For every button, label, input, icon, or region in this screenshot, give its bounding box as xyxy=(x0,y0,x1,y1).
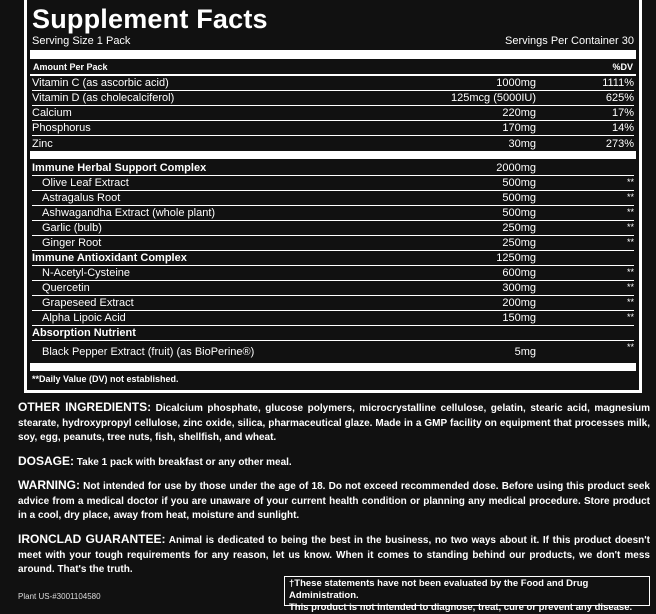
ingredient-amount: 1000mg xyxy=(496,77,536,89)
header-dv: %DV xyxy=(612,62,633,72)
table-row xyxy=(32,106,634,121)
table-row xyxy=(32,296,634,311)
complex-name: Absorption Nutrient xyxy=(32,327,136,339)
disclaimer-line-2: This product is not intended to diagnose, treat, cure or prevent any disease. xyxy=(289,602,633,613)
ingredient-dv: 273% xyxy=(605,137,634,150)
ingredient-name: Quercetin xyxy=(42,282,90,294)
serving-info xyxy=(32,35,634,48)
ingredient-amount: 200mg xyxy=(502,297,536,309)
complex-name: Immune Herbal Support Complex xyxy=(32,162,207,174)
plant-number: Plant US-#3001104580 xyxy=(18,592,101,601)
table-row xyxy=(32,221,634,236)
complex-amount: 1250mg xyxy=(496,252,536,264)
ingredient-dv: ** xyxy=(626,267,634,277)
ingredient-amount: 250mg xyxy=(502,237,536,249)
table-row xyxy=(32,341,634,362)
table-row xyxy=(32,206,634,221)
ingredient-dv: 625% xyxy=(605,92,634,104)
ingredient-amount: 500mg xyxy=(502,207,536,219)
servings-per-container: Servings Per Container 30 xyxy=(504,35,634,47)
table-row xyxy=(32,236,634,251)
complex-name: Immune Antioxidant Complex xyxy=(32,252,187,264)
other-ingredients xyxy=(18,400,650,446)
divider-thick xyxy=(30,151,636,159)
table-row xyxy=(32,266,634,281)
ingredient-dv: 14% xyxy=(611,122,634,134)
warning xyxy=(18,478,650,524)
ingredient-name: Olive Leaf Extract xyxy=(42,177,129,189)
divider-thick xyxy=(30,50,636,59)
table-row xyxy=(32,136,634,151)
ingredient-name: Grapeseed Extract xyxy=(42,297,134,309)
ingredient-dv: ** xyxy=(626,207,634,217)
guarantee-label: IRONCLAD GUARANTEE: xyxy=(18,532,166,546)
complex-row xyxy=(32,326,634,341)
ingredient-amount: 500mg xyxy=(502,177,536,189)
other-ingredients-label: OTHER INGREDIENTS: xyxy=(18,400,152,414)
ingredient-dv: ** xyxy=(626,342,634,352)
header-amount: Amount Per Pack xyxy=(33,62,108,72)
table-row xyxy=(32,121,634,136)
ingredient-name: N-Acetyl-Cysteine xyxy=(42,267,131,279)
ingredient-dv: 1111% xyxy=(602,77,634,89)
ingredient-name: Zinc xyxy=(32,137,53,150)
complex-row xyxy=(32,161,634,176)
divider-thick xyxy=(30,363,636,371)
dosage-text: Take 1 pack with breakfast or any other meal. xyxy=(76,457,292,468)
warning-label: WARNING: xyxy=(18,478,80,492)
ingredient-name: Calcium xyxy=(32,107,72,119)
ingredient-dv: ** xyxy=(626,177,634,187)
ingredient-amount: 125mcg (5000IU) xyxy=(451,92,536,104)
table-row xyxy=(32,176,634,191)
ingredient-dv: ** xyxy=(626,297,634,307)
ingredient-dv: ** xyxy=(626,192,634,202)
ingredient-name: Astragalus Root xyxy=(42,192,121,204)
ingredient-dv: ** xyxy=(626,222,634,232)
ingredient-amount: 300mg xyxy=(502,282,536,294)
dosage xyxy=(18,454,650,471)
ingredient-amount: 250mg xyxy=(502,222,536,234)
complex-amount: 2000mg xyxy=(496,162,536,174)
warning-text: Not intended for use by those under the age of 18. Do not exceed recommended dose. Before using this product seek advice from a medical doctor if you are unaware of your current health condition or planning any medical procedure. Store product in a cool, dry place, away from heat, moisture and sunlight. xyxy=(18,481,650,521)
ingredient-amount: 600mg xyxy=(502,267,536,279)
other-ingredients-text: Dicalcium phosphate, glucose polymers, microcrystalline cellulose, gelatin, stearic acid, magnesium stearate, hydroxypropyl cellulose, zinc oxide, silica, pharmaceutical glaze. Made in a GMP facility on equipment that processes milk, soy, egg, peanuts, tree nuts, fish, shellfish, and wheat. xyxy=(18,403,650,443)
ingredient-name: Phosphorus xyxy=(32,122,91,134)
ingredient-name: Ginger Root xyxy=(42,237,102,249)
ingredient-amount: 5mg xyxy=(514,345,536,358)
ingredient-name: Black Pepper Extract (fruit) (as BioPerine®) xyxy=(42,345,255,358)
ingredient-name: Ashwagandha Extract (whole plant) xyxy=(42,207,216,219)
table-header xyxy=(32,61,634,74)
table-row xyxy=(32,191,634,206)
ingredient-name: Garlic (bulb) xyxy=(42,222,102,234)
disclaimer-line-1: †These statements have not been evaluated by the Food and Drug Administration. xyxy=(289,578,589,601)
guarantee-text: Animal is dedicated to being the best in the business, no two ways about it. If this product doesn't meet with your tough requirements for any reason, let us know. When it comes to standing behind our products, we don't mess around. That's the truth. xyxy=(18,535,650,575)
ingredient-amount: 500mg xyxy=(502,192,536,204)
table-row xyxy=(32,91,634,106)
facts-title: Supplement Facts xyxy=(32,4,268,34)
supplement-facts-panel xyxy=(24,0,642,393)
table-row xyxy=(32,76,634,91)
table-row xyxy=(32,281,634,296)
ingredient-dv: ** xyxy=(626,282,634,292)
dosage-label: DOSAGE: xyxy=(18,454,75,468)
ingredient-dv: 17% xyxy=(611,107,634,119)
ingredient-amount: 30mg xyxy=(508,137,536,150)
ingredient-dv: ** xyxy=(626,312,634,322)
dv-footnote: **Daily Value (DV) not established. xyxy=(32,374,179,384)
ironclad-guarantee xyxy=(18,532,650,578)
ingredient-name: Alpha Lipoic Acid xyxy=(42,312,126,324)
ingredient-amount: 170mg xyxy=(502,122,536,134)
serving-size: Serving Size 1 Pack xyxy=(32,35,131,47)
ingredient-amount: 150mg xyxy=(502,312,536,324)
table-row xyxy=(32,311,634,326)
ingredient-amount: 220mg xyxy=(502,107,536,119)
ingredient-name: Vitamin D (as cholecalciferol) xyxy=(32,92,175,104)
ingredient-name: Vitamin C (as ascorbic acid) xyxy=(32,77,169,89)
complex-row xyxy=(32,251,634,266)
ingredient-dv: ** xyxy=(626,237,634,247)
